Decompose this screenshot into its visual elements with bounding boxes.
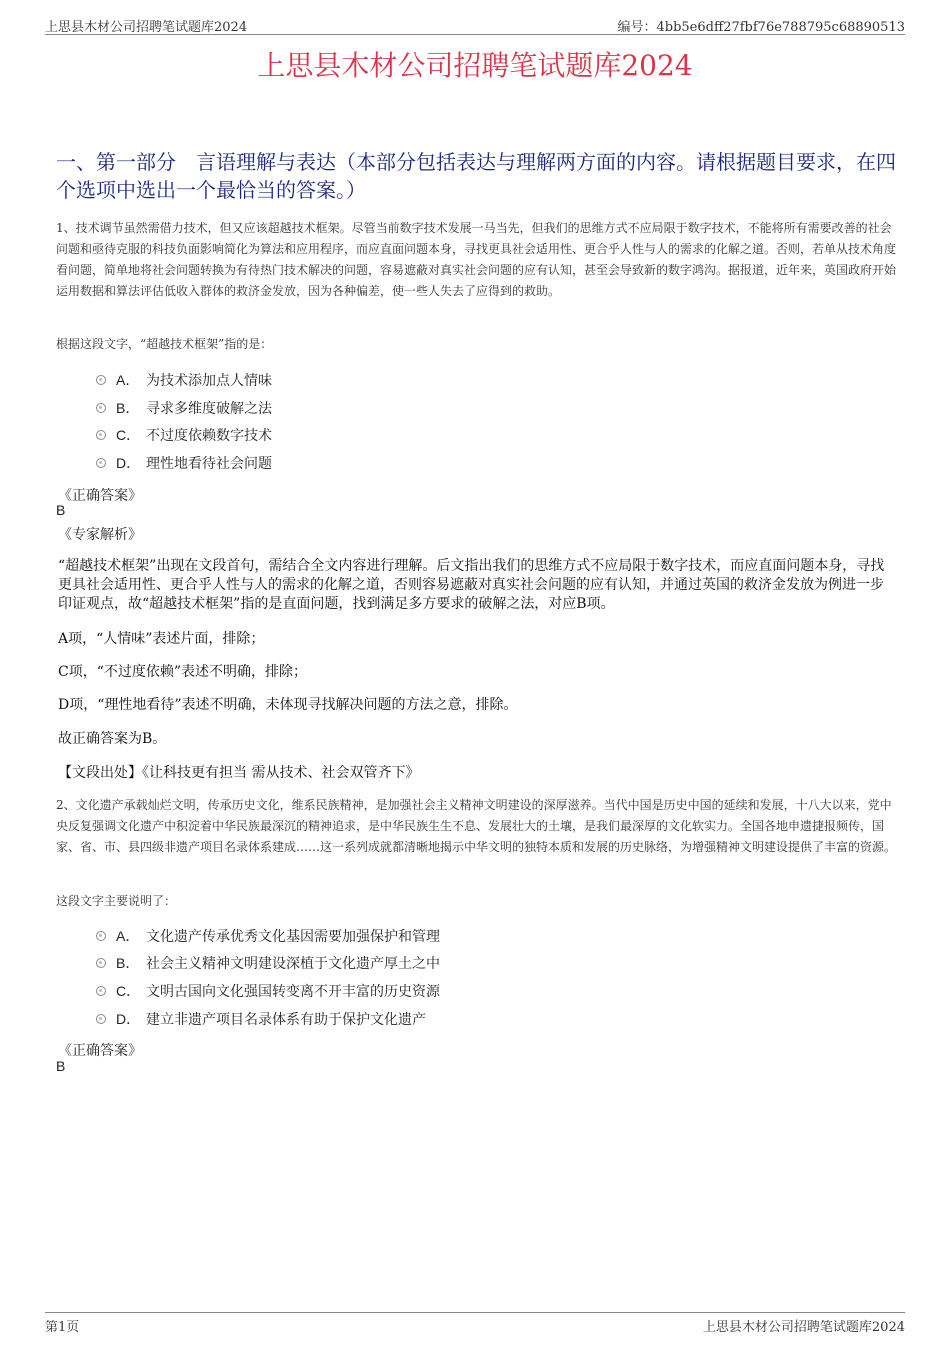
question-1-conclusion: 故正确答案为B。	[58, 731, 167, 747]
option-text: 寻求多维度破解之法	[146, 401, 272, 417]
option-text: 为技术添加点人情味	[146, 373, 272, 389]
question-1-text: 1、技术调节虽然需借力技术，但又应该超越技术框架。尽管当前数字技术发展一马当先，但我们的思维方式不应局限于数字技术，不能将所有需要改善的社会问题和亟待克服的科技负面影响简化为算法和应用程序，而应直面问题本身，寻找更具社会适用性、更合乎人性与人的需求的化解之道。否则，若单从技术角度看问题，简单地将社会问题转换为有待热门技术解决的问题，容易遮蔽对真实社会问题的应有认知，甚至会导致新的数字鸿沟。据报道，近年来，英国政府开始运用数据和算法评估低收入群体的救济金发放，因为各种偏差，使一些人失去了应得到的救助。	[56, 221, 897, 298]
option-letter: D．	[116, 455, 141, 471]
option-letter: B．	[116, 955, 140, 971]
question-1-analysis-d: D项，“理性地看待”表述不明确，未体现寻找解决问题的方法之意，排除。	[58, 697, 518, 713]
page-header	[45, 14, 905, 35]
page-number: 第1页	[45, 1320, 80, 1335]
question-1-analysis: “超越技术框架”出现在文段首句，需结合全文内容进行理解。后文指出我们的思维方式不应局限于数字技术，而应直面问题本身，寻找更具社会适用性、更合乎人性与人的需求的化解之道，否则容易遮蔽对真实社会问题的应有认知，并通过英国的救济金发放为例进一步印证观点，故“超越技术框架”指的是直面问题，找到满足多方要求的破解之法，对应B项。	[58, 558, 885, 612]
question-2-answer-label: 《正确答案》	[58, 1043, 142, 1059]
question-2-prompt: 这段文字主要说明了：	[56, 894, 177, 908]
question-1-analysis-c: C项，“不过度依赖”表述不明确，排除；	[58, 664, 308, 680]
question-1-source: 【文段出处】《让科技更有担当 需从技术、社会双管齐下》	[58, 765, 420, 781]
question-1-option-c[interactable]	[96, 424, 272, 446]
radio-icon[interactable]	[96, 986, 106, 996]
radio-icon[interactable]	[96, 958, 106, 968]
question-2-text: 2、文化遗产承载灿烂文明，传承历史文化，维系民族精神，是加强社会主义精神文明建设的深厚滋养。当代中国是历史中国的延续和发展，十八大以来，党中央反复强调文化遗产中积淀着中华民族最深沉的精神追求，是中华民族生生不息、发展壮大的土壤，是我们最深厚的文化软实力。全国各地申遗捷报频传，国家、省、市、县四级非遗产项目名录体系建成……这一系列成就都清晰地揭示中华文明的独特本质和发展的历史脉络，为增强精神文明建设提供了丰富的资源。	[56, 798, 897, 854]
question-2-option-d[interactable]	[96, 1008, 426, 1030]
option-text: 不过度依赖数字技术	[146, 428, 272, 444]
option-letter: B．	[116, 400, 140, 416]
question-1-analysis-a: A项，“人情味”表述片面，排除；	[58, 631, 265, 647]
option-letter: D．	[116, 1011, 141, 1027]
document-title: 上思县木材公司招聘笔试题库2024	[257, 49, 693, 82]
option-text: 建立非遗产项目名录体系有助于保护文化遗产	[146, 1012, 426, 1028]
option-letter: A．	[116, 928, 140, 944]
header-doc-id: 编号：4bb5e6dff27fbf76e788795c68890513	[617, 20, 905, 35]
option-letter: C．	[116, 427, 141, 443]
radio-icon[interactable]	[96, 430, 106, 440]
option-letter: C．	[116, 983, 141, 999]
radio-icon[interactable]	[96, 1014, 106, 1024]
question-1-option-b[interactable]	[96, 397, 272, 419]
question-2-answer: B	[56, 1058, 66, 1074]
option-text: 文明古国向文化强国转变离不开丰富的历史资源	[146, 984, 440, 1000]
question-1-analysis-label: 《专家解析》	[58, 527, 142, 543]
option-text: 理性地看待社会问题	[146, 456, 272, 472]
footer-doc-title: 上思县木材公司招聘笔试题库2024	[702, 1320, 905, 1335]
option-text: 社会主义精神文明建设深植于文化遗产厚土之中	[146, 956, 440, 972]
question-1-option-d[interactable]	[96, 452, 272, 474]
radio-icon[interactable]	[96, 931, 106, 941]
question-1-option-a[interactable]	[96, 369, 272, 391]
question-2-option-b[interactable]	[96, 952, 440, 974]
radio-icon[interactable]	[96, 375, 106, 385]
radio-icon[interactable]	[96, 458, 106, 468]
radio-icon[interactable]	[96, 403, 106, 413]
question-1-answer-label: 《正确答案》	[58, 488, 142, 504]
question-1-prompt: 根据这段文字，“超越技术框架”指的是：	[56, 337, 273, 351]
option-text: 文化遗产传承优秀文化基因需要加强保护和管理	[146, 929, 440, 945]
question-2-option-c[interactable]	[96, 980, 440, 1002]
header-doc-title: 上思县木材公司招聘笔试题库2024	[45, 20, 248, 35]
page-footer	[45, 1312, 905, 1333]
section-heading: 一、第一部分 言语理解与表达（本部分包括表达与理解两方面的内容。请根据题目要求，在四个选项中选出一个最恰当的答案。）	[56, 150, 896, 202]
question-1-answer: B	[56, 502, 66, 518]
question-2-option-a[interactable]	[96, 925, 440, 947]
option-letter: A．	[116, 372, 140, 388]
